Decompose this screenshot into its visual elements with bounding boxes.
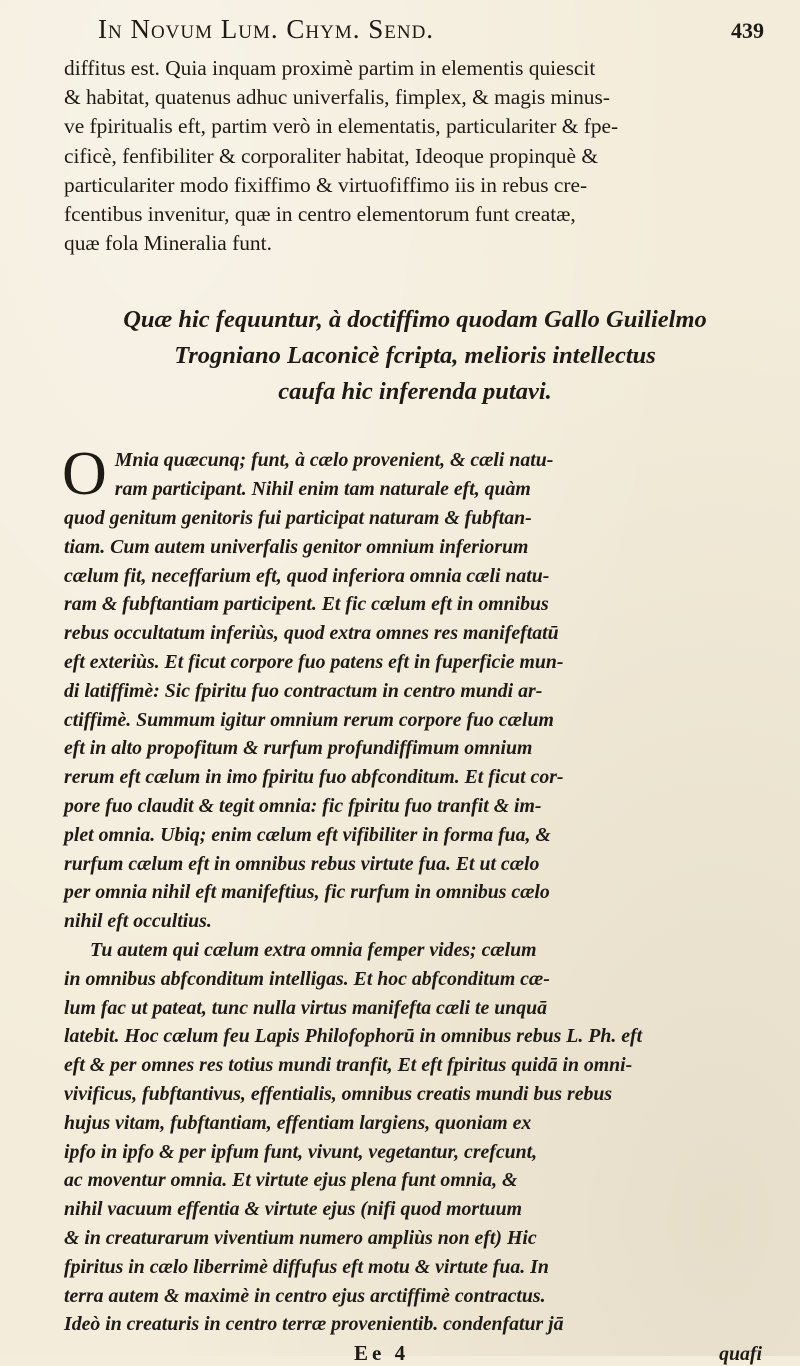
text-line: hujus vitam, fubftantiam, effentiam largiens, quoniam ex [64, 1111, 532, 1134]
text-line: in omnibus abfconditum intelligas. Et hoc abfconditum cæ- [64, 967, 550, 990]
text-line: vivificus, fubftantivus, effentialis, omnibus creatis mundi bus rebus [64, 1082, 613, 1105]
heading-line: Trogniano Laconicè fcripta, melioris intellectus [174, 342, 656, 370]
text-line: Ideò in creaturis in centro terræ provenientib. condenfatur jā [64, 1313, 564, 1336]
text-line: ipfo in ipfo & per ipfum funt, vivunt, vegetantur, crefcunt, [64, 1140, 538, 1163]
text-line: eft exteriùs. Et ficut corpore fuo patens eft in fuperficie mun- [64, 651, 564, 673]
text-line: eft in alto propofitum & rurfum profundiffimum omnium [64, 737, 533, 760]
text-line: particulariter modo fixiffimo & virtuofiffimo iis in rebus cre- [64, 172, 588, 197]
text-line: rerum eft cælum in imo fpiritu fuo abfconditum. Et ficut cor- [64, 766, 564, 789]
body-text [62, 440, 766, 1339]
text-line: quæ fola Mineralia funt. [64, 231, 272, 256]
text-line: lum fac ut pateat, tunc nulla virtus manifefta cæli te unquā [64, 996, 548, 1019]
text-line: tiam. Cum autem univerfalis genitor omnium inferiorum [64, 535, 529, 558]
running-header [64, 14, 766, 54]
text-line: & in creaturarum viventium numero ampliùs non eft) Hic [64, 1226, 537, 1249]
text-line: ctiffimè. Summum igitur omnium rerum corpore fuo cælum [64, 708, 554, 731]
text-line: fpiritus in cælo liberrimè diffufus eft motu & virtute fua. In [64, 1255, 549, 1278]
text-line: cificè, fenfibiliter & corporaliter habitat, Ideoque propinquè & [64, 143, 598, 168]
text-line: cælum fit, neceffarium eft, quod inferiora omnia cæli natu- [64, 564, 550, 587]
text-line: Tu autem qui cælum extra omnia femper vides; cælum [90, 938, 537, 961]
catchword: quafi [719, 1343, 762, 1366]
drop-cap: O [62, 440, 107, 509]
text-line: latebit. Hoc cælum feu Lapis Philofophorū in omnibus rebus L. Ph. eft [64, 1025, 643, 1048]
running-title: In Novum Lum. Chym. Send. [98, 14, 435, 44]
heading-line: Quæ hic fequuntur, à doctiffimo quodam Gallo Guilielmo [123, 306, 707, 334]
text-line: ac moventur omnia. Et virtute ejus plena funt omnia, & [64, 1169, 518, 1192]
text-line: plet omnia. Ubiq; enim cælum eft vifibiliter in forma fua, & [64, 823, 551, 846]
text-line: terra autem & maximè in centro ejus arctiffimè contractus. [64, 1284, 546, 1307]
text-line: fcentibus invenitur, quæ in centro elementorum funt creatæ, [64, 202, 576, 227]
text-line: ram participant. Nihil enim tam naturale eft, quàm [114, 478, 531, 501]
page-number: 439 [731, 18, 764, 43]
text-line: eft & per omnes res totius mundi tranfit, Et eft fpiritus quidā in omni- [64, 1054, 633, 1077]
page-footer [64, 1341, 766, 1366]
section-heading [64, 302, 766, 410]
text-line: Mnia quæcunq; funt, à cælo provenient, & cæli natu- [114, 449, 554, 472]
text-line: diffitus est. Quia inquam proximè partim in elementis quiescit [64, 56, 596, 80]
text-line: quod genitum genitoris fui participat naturam & fubftan- [64, 507, 532, 530]
text-line: per omnia nihil eft manifeftius, fic rurfum in omnibus cælo [64, 881, 550, 904]
text-line: pore fuo claudit & tegit omnia: fic fpiritu fuo tranfit & im- [64, 794, 542, 817]
text-line: di latiffimè: Sic fpiritu fuo contractum in centro mundi ar- [64, 679, 543, 702]
text-line: rurfum cælum eft in omnibus rebus virtute fua. Et ut cælo [64, 852, 540, 875]
text-line: ram & fubftantiam participent. Et fic cælum eft in omnibus [64, 593, 549, 616]
signature-mark: Ee 4 [354, 1341, 410, 1366]
text-line: ve fpiritualis eft, partim verò in elementatis, particulariter & fpe- [64, 114, 619, 139]
text-line: rebus occultatum inferiùs, quod extra omnes res manifeftatū [64, 622, 559, 645]
text-line: & habitat, quatenus adhuc univerfalis, fimplex, & magis minus- [64, 85, 610, 110]
text-line: nihil eft occultius. [64, 910, 212, 933]
opening-paragraph [64, 54, 766, 258]
heading-line: caufa hic inferenda putavi. [278, 378, 552, 406]
text-line: nihil vacuum effentia & virtute ejus (nifi quod mortuum [64, 1198, 522, 1221]
